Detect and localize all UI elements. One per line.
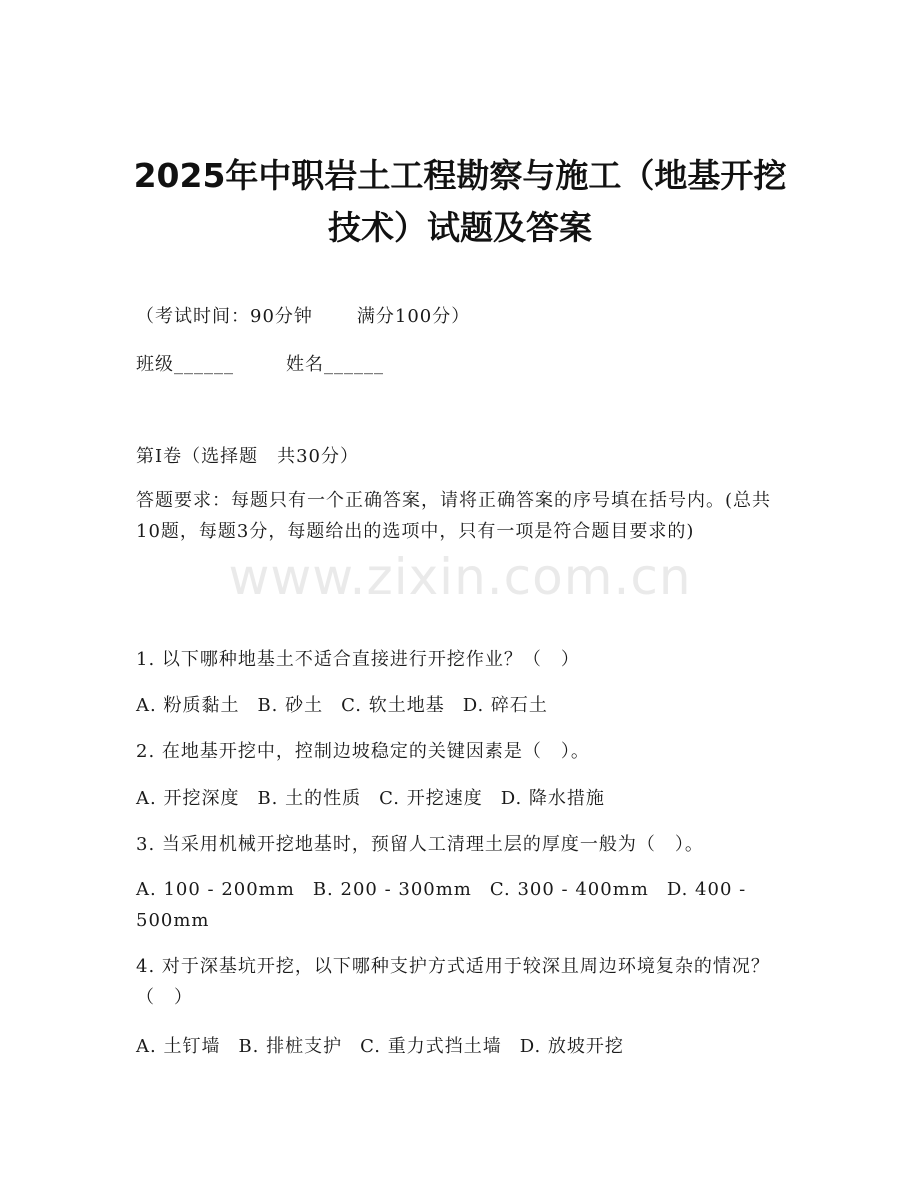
question-options [136, 1032, 642, 1058]
option-c: C. 300 - 400mm [489, 879, 649, 900]
question-stem: 2. 在地基开挖中，控制边坡稳定的关键因素是（ ）。 [136, 741, 590, 762]
question-stem: 1. 以下哪种地基土不适合直接进行开挖作业？（ ） [136, 649, 580, 670]
option-b: B. 200 - 300mm [312, 879, 472, 900]
question-stem: 4. 对于深基坑开挖，以下哪种支护方式适用于较深且周边环境复杂的情况？（ ） [136, 956, 770, 1008]
option-d: D. 400 - 500mm [136, 879, 747, 931]
option-c: C. 软土地基 [341, 695, 445, 716]
option-d: D. 降水措施 [500, 788, 605, 809]
student-info [136, 350, 384, 376]
title-line-1: 2025年中职岩土工程勘察与施工（地基开挖 [133, 156, 787, 195]
document-title [100, 150, 820, 254]
option-b: B. 砂土 [257, 695, 324, 716]
question-options [136, 691, 566, 717]
name-field: 姓名______ [286, 354, 384, 375]
option-d: D. 碎石土 [462, 695, 548, 716]
question-options [136, 784, 623, 810]
option-c: C. 开挖速度 [379, 788, 483, 809]
exam-info [136, 302, 470, 328]
option-c: C. 重力式挡土墙 [360, 1036, 502, 1057]
option-b: B. 排桩支护 [238, 1036, 343, 1057]
question-options [136, 874, 786, 936]
watermark: www.zixin.com.cn [228, 548, 692, 606]
option-a: A. 粉质黏土 [136, 695, 240, 716]
title-line-2: 技术）试题及答案 [328, 208, 592, 247]
answer-instructions: 答题要求：每题只有一个正确答案，请将正确答案的序号填在括号内。(总共10题，每题3分，每题给出的选项中，只有一项是符合题目要求的) [136, 490, 772, 542]
option-a: A. 开挖深度 [136, 788, 240, 809]
option-a: A. 土钉墙 [136, 1036, 221, 1057]
class-field: 班级______ [136, 354, 234, 375]
exam-time: （考试时间：90分钟 [136, 306, 313, 327]
option-b: B. 土的性质 [257, 788, 362, 809]
question-stem: 3. 当采用机械开挖地基时，预留人工清理土层的厚度一般为（ ）。 [136, 834, 704, 855]
full-score: 满分100分） [356, 306, 471, 327]
option-a: A. 100 - 200mm [136, 879, 295, 900]
option-d: D. 放坡开挖 [519, 1036, 624, 1057]
section-title: 第I卷（选择题 共30分） [136, 446, 360, 467]
